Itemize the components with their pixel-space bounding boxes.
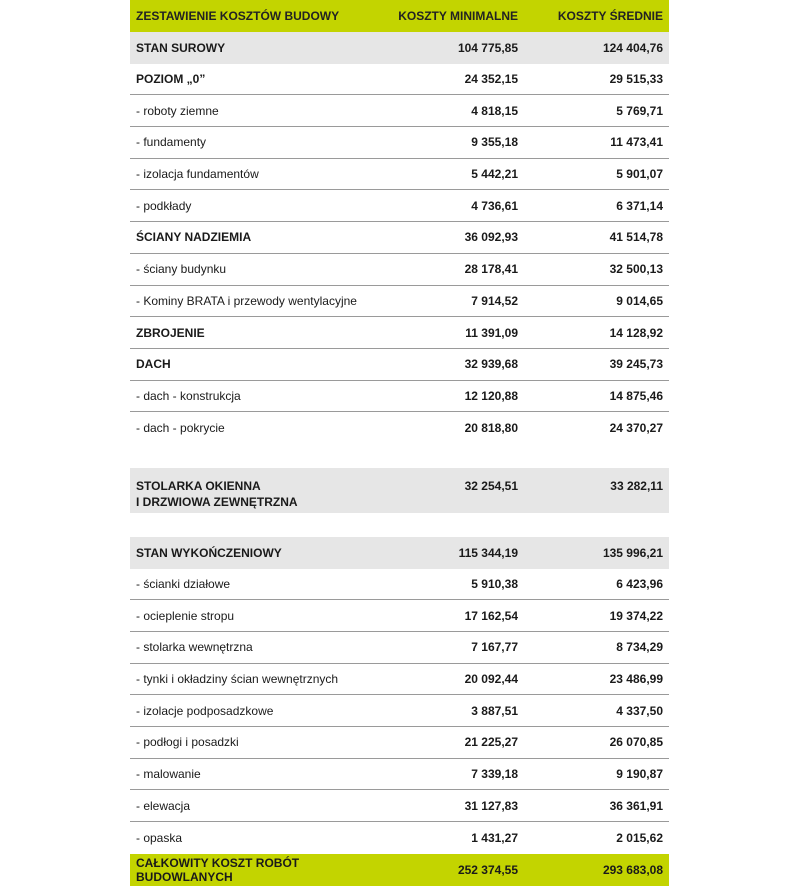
table-row-poziom-0	[130, 64, 669, 96]
table-row	[130, 95, 669, 127]
row-label: - dach - konstrukcja	[136, 388, 241, 403]
row-label: - podłogi i posadzki	[136, 735, 239, 750]
table-row	[130, 190, 669, 222]
row-label: STAN WYKOŃCZENIOWY	[136, 545, 282, 560]
row-min: 17 162,54	[464, 608, 518, 623]
row-min: 104 775,85	[457, 40, 518, 55]
row-avg: 24 370,27	[609, 421, 663, 436]
row-min: 32 254,51	[464, 478, 518, 493]
row-label: - tynki i okładziny ścian wewnętrznych	[136, 672, 339, 687]
row-label: DACH	[136, 357, 171, 372]
row-min: 12 120,88	[464, 388, 518, 403]
row-label: POZIOM „0”	[136, 72, 206, 87]
row-label-line1: STOLARKA OKIENNA	[136, 478, 261, 493]
row-label: - opaska	[136, 830, 183, 845]
total-label: CAŁKOWITY KOSZT ROBÓT BUDOWLANYCH	[136, 855, 300, 884]
table-row	[130, 127, 669, 159]
row-label: - malowanie	[136, 767, 201, 782]
row-avg: 26 070,85	[609, 735, 663, 750]
header-avg-costs: KOSZTY ŚREDNIE	[557, 9, 663, 23]
row-label: - izolacje podposadzkowe	[136, 703, 274, 718]
row-label: - ocieplenie stropu	[136, 608, 235, 623]
table-row	[130, 412, 669, 444]
row-label: STAN SUROWY	[136, 40, 226, 55]
row-avg: 11 473,41	[610, 135, 663, 150]
table-row-dach	[130, 349, 669, 381]
row-min: 7 914,52	[471, 293, 518, 308]
row-min: 11 391,09	[465, 325, 518, 340]
row-min: 7 167,77	[471, 640, 518, 655]
row-label	[130, 478, 388, 510]
row-min: 1 431,27	[471, 830, 518, 845]
row-avg: 36 361,91	[609, 798, 663, 813]
row-avg: 6 371,14	[616, 198, 663, 213]
row-min: 7 339,18	[471, 767, 518, 782]
row-avg: 39 245,73	[609, 357, 663, 372]
row-label: - fundamenty	[136, 135, 207, 150]
table-row-zbrojenie	[130, 317, 669, 349]
table-row	[130, 822, 669, 854]
table-row	[130, 790, 669, 822]
row-min: 5 442,21	[471, 167, 518, 182]
row-label: - ścianki działowe	[136, 576, 231, 591]
table-row	[130, 759, 669, 791]
table-row	[130, 632, 669, 664]
row-min: 115 344,19	[458, 545, 518, 560]
row-label: ZBROJENIE	[136, 325, 205, 340]
row-avg: 32 500,13	[609, 262, 663, 277]
row-label: - elewacja	[136, 798, 191, 813]
row-min: 3 887,51	[471, 703, 518, 718]
row-avg: 5 901,07	[616, 167, 663, 182]
table-row-stan-surowy	[130, 32, 669, 64]
spacer	[130, 513, 669, 537]
row-avg: 29 515,33	[609, 72, 663, 87]
table-row	[130, 569, 669, 601]
row-min: 20 818,80	[464, 421, 518, 436]
row-min: 28 178,41	[464, 262, 518, 277]
row-min: 21 225,27	[464, 735, 518, 750]
spacer	[130, 444, 669, 468]
row-label: - Kominy BRATA i przewody wentylacyjne	[136, 293, 357, 308]
row-min: 36 092,93	[464, 230, 518, 245]
total-avg: 293 683,08	[602, 862, 663, 877]
row-min: 5 910,38	[471, 576, 518, 591]
table-row	[130, 381, 669, 413]
table-row	[130, 159, 669, 191]
row-avg: 14 875,46	[609, 388, 663, 403]
row-avg: 19 374,22	[609, 608, 663, 623]
table-row	[130, 286, 669, 318]
row-avg: 9 190,87	[616, 767, 663, 782]
row-label: ŚCIANY NADZIEMIA	[136, 230, 252, 245]
row-avg: 124 404,76	[602, 40, 663, 55]
table-header	[130, 0, 669, 32]
table-row-total	[130, 854, 669, 886]
row-avg: 6 423,96	[616, 576, 663, 591]
row-label: - ściany budynku	[136, 262, 227, 277]
row-avg: 9 014,65	[616, 293, 663, 308]
cost-table	[130, 0, 669, 886]
header-min-costs: KOSZTY MINIMALNE	[398, 9, 518, 23]
row-min: 32 939,68	[464, 357, 518, 372]
row-min: 4 818,15	[471, 103, 518, 118]
row-label: - podkłady	[136, 198, 192, 213]
table-row	[130, 664, 669, 696]
row-avg: 4 337,50	[616, 703, 663, 718]
row-avg: 33 282,11	[610, 478, 663, 493]
row-avg: 8 734,29	[616, 640, 663, 655]
table-row-stolarka-okienna	[130, 468, 669, 513]
row-avg: 41 514,78	[609, 230, 663, 245]
row-label: - dach - pokrycie	[136, 421, 225, 436]
row-avg: 2 015,62	[616, 830, 663, 845]
table-row	[130, 254, 669, 286]
row-label: - stolarka wewnętrzna	[136, 640, 253, 655]
table-row	[130, 600, 669, 632]
row-min: 31 127,83	[464, 798, 518, 813]
row-min: 9 355,18	[471, 135, 518, 150]
row-avg: 135 996,21	[602, 545, 663, 560]
total-min: 252 374,55	[457, 862, 518, 877]
table-row	[130, 727, 669, 759]
table-row-sciany-nadziemia	[130, 222, 669, 254]
row-label-line2: I DRZWIOWA ZEWNĘTRZNA	[136, 494, 298, 509]
table-row	[130, 695, 669, 727]
table-row-stan-wykonczeniowy	[130, 537, 669, 569]
row-min: 24 352,15	[464, 72, 518, 87]
row-avg: 14 128,92	[609, 325, 663, 340]
row-min: 4 736,61	[471, 198, 518, 213]
row-label: - roboty ziemne	[136, 103, 219, 118]
header-title: ZESTAWIENIE KOSZTÓW BUDOWY	[136, 9, 340, 23]
row-min: 20 092,44	[464, 672, 518, 687]
row-avg: 23 486,99	[609, 672, 663, 687]
row-label: - izolacja fundamentów	[136, 167, 259, 182]
row-avg: 5 769,71	[616, 103, 663, 118]
